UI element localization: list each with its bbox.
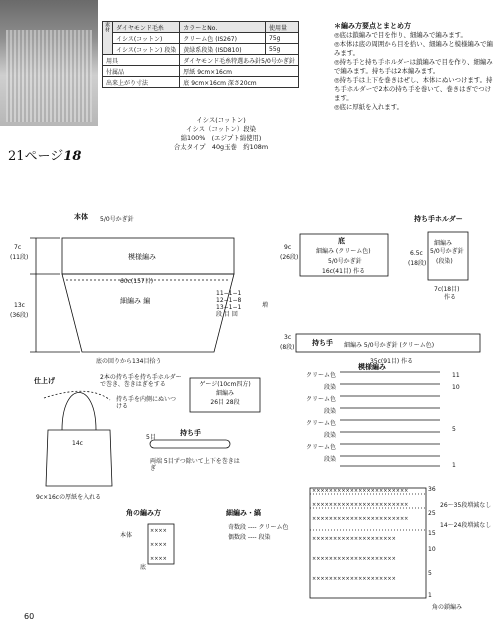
- pattern-chart-title: 模様編み: [358, 363, 386, 371]
- svg-text:××××: ××××: [150, 542, 167, 548]
- note-item: ◎本体は底の周囲から目を拾い、細編みと模様編みで編みます。: [334, 40, 493, 57]
- body-width: 60c(157目): [120, 278, 154, 285]
- pattern-color-labels: クリーム色 段染 クリーム色 段染 クリーム色 段染 クリーム色 段染: [305, 372, 336, 463]
- svg-text:×××××××××××××××××××××××: ×××××××××××××××××××××××: [312, 502, 409, 508]
- note-item: ◎底は鎖編みで目を作り、細編みで編みます。: [334, 31, 467, 39]
- spec-table: 素材 ダイヤモンド毛糸 カラーとNo. 使用量 イシス(コットン) クリーム色 (IS267) 75g イシス(コットン) 段染 黄緑系段染 (ISD810) 55g 用具 ダイヤモンド毛糸特選あみ針5/0号かぎ針 付属品 厚紙 9cm×16cm 出来上がり寸法 底 9cm×16cm 深さ20cm: [102, 21, 299, 88]
- pc-n: 10: [452, 384, 460, 391]
- svg-text:××××: ××××: [150, 556, 167, 562]
- holder-title: 持ち手ホルダー: [414, 215, 463, 223]
- holder-bottom-sc: 細編み (クリーム色): [316, 248, 371, 255]
- handle-title: 持ち手: [180, 429, 201, 437]
- hl-make: 作る: [444, 294, 457, 301]
- note-item: ◎底に厚紙を入れます。: [334, 103, 403, 111]
- note-item: ◎持ち手は上下を巻きはぜし、本体にぬいつけます。持ち手ホルダーで2本の持ち手を巻いて、巻きはぎでつけます。: [334, 76, 493, 102]
- holder-bottom-title: 底: [338, 237, 345, 245]
- h1r: (11段): [10, 254, 29, 261]
- handle-w: 35c(91目) 作る: [370, 358, 414, 365]
- hb-h: 9c: [284, 244, 292, 251]
- hl-hook: 5/0号かぎ針: [430, 248, 464, 255]
- hl-w: 7c(18目): [434, 286, 460, 293]
- svg-text:××××××××××××××××××××: ××××××××××××××××××××: [312, 556, 396, 562]
- pattern-chart: [340, 372, 440, 466]
- hl-color: (段染): [436, 258, 453, 265]
- increase-rows: 11−1−1 12−1−8 13−1−1 段 目 回: [216, 290, 242, 318]
- handle-sc: 細編み 5/0号かぎ針 (クリーム色): [344, 342, 435, 349]
- stripe-odd: 奇数段 ---- クリーム色: [228, 524, 289, 531]
- handle-note: 両端 5目ずつ除いて上下を巻きはぎ: [150, 458, 240, 472]
- bc-n: 10: [428, 546, 436, 553]
- bc-r1: 26〜35段増減なし: [440, 502, 492, 509]
- note-item: ◎持ち手と持ち手ホルダーは鎖編みで目を作り、細編みで編みます。持ち手は2本編みます。: [334, 58, 493, 75]
- handle-strap: [150, 440, 230, 448]
- pc-n: 1: [452, 462, 456, 469]
- bc-n: 25: [428, 510, 436, 517]
- bc-n: 36: [428, 486, 436, 493]
- hl-h: 6.5c: [410, 250, 423, 257]
- holder-bottom-hook: 5/0号かぎ針: [328, 258, 362, 265]
- handle-label: 持ち手: [312, 339, 333, 347]
- corner-title: 角の編み方: [126, 509, 161, 517]
- h2: 13c: [14, 302, 25, 309]
- svg-text:××××××××××××××××××××: ××××××××××××××××××××: [312, 536, 396, 542]
- corner-bottom: 底: [140, 564, 147, 571]
- handle-rows: 5目: [146, 434, 156, 441]
- finish-handle: [62, 393, 96, 431]
- body-title: 本体: [74, 213, 88, 221]
- body-bottom-note: 底の回りから134目拾う: [96, 358, 162, 365]
- bc-n: 15: [428, 530, 436, 537]
- body-pattern-label: 模様編み: [128, 253, 156, 261]
- bc-n: 1: [428, 592, 432, 599]
- finish-bag: [46, 430, 112, 486]
- body-hook: 5/0号かぎ針: [100, 216, 134, 223]
- hb-hr: (26段): [280, 254, 299, 261]
- notes-title: ＊編み方要点とまとめ方: [334, 22, 411, 30]
- handle-h: 3c: [284, 334, 292, 341]
- svg-text:×××××××××××××××××××××××: ×××××××××××××××××××××××: [312, 516, 409, 522]
- svg-text:×××××××××××××××××××××××: ×××××××××××××××××××××××: [312, 488, 409, 494]
- finish-cardboard: 9c×16cの厚紙を入れる: [36, 494, 102, 501]
- finish-title: 仕上げ: [34, 377, 55, 385]
- body-sc-area: [62, 274, 234, 352]
- h2r: (36段): [10, 312, 29, 319]
- finish-width: 14c: [72, 440, 83, 447]
- body-sc-label: 細編み 編: [120, 297, 151, 305]
- pc-n: 11: [452, 372, 460, 379]
- page-reference: 21ページ18: [8, 149, 82, 164]
- h1: 7c: [14, 244, 22, 251]
- bc-r2: 14〜24段増減なし: [440, 522, 492, 529]
- pc-n: 5: [452, 426, 456, 433]
- handle-hr: (8段): [280, 344, 295, 351]
- material-label: 素材: [103, 22, 113, 55]
- finish-note2: 持ち手を内側にぬいつける: [116, 396, 177, 410]
- corner-body: 本体: [120, 532, 133, 539]
- yarn-info: イシス(コットン) イシス（コットン）段染 綿100% (エジプト綿使用) 合太タイプ 40g玉巻 約108m: [173, 116, 269, 151]
- bc-start: 角の鎖編み: [432, 604, 463, 611]
- gauge-text: ゲージ(10cm四方) 細編み 26目 28段: [199, 381, 251, 406]
- hl-hr: (18段): [408, 260, 427, 267]
- stripe-even: 偶数段 ---- 段染: [228, 534, 271, 541]
- hl-sc: 細編み: [434, 240, 453, 247]
- page-number: 60: [24, 612, 35, 621]
- finish-note1: 2本の持ち手を持ち手ホルダーで巻き、巻きはぎをする: [100, 374, 182, 388]
- holder-bottom-chain: 16c(41目) 作る: [322, 268, 366, 275]
- bc-n: 5: [428, 570, 432, 577]
- svg-text:××××××××××××××××××××: ××××××××××××××××××××: [312, 576, 396, 582]
- stripe-title: 細編み・縞: [226, 509, 261, 517]
- incr-side: 増: [262, 302, 269, 309]
- svg-text:××××: ××××: [150, 528, 167, 534]
